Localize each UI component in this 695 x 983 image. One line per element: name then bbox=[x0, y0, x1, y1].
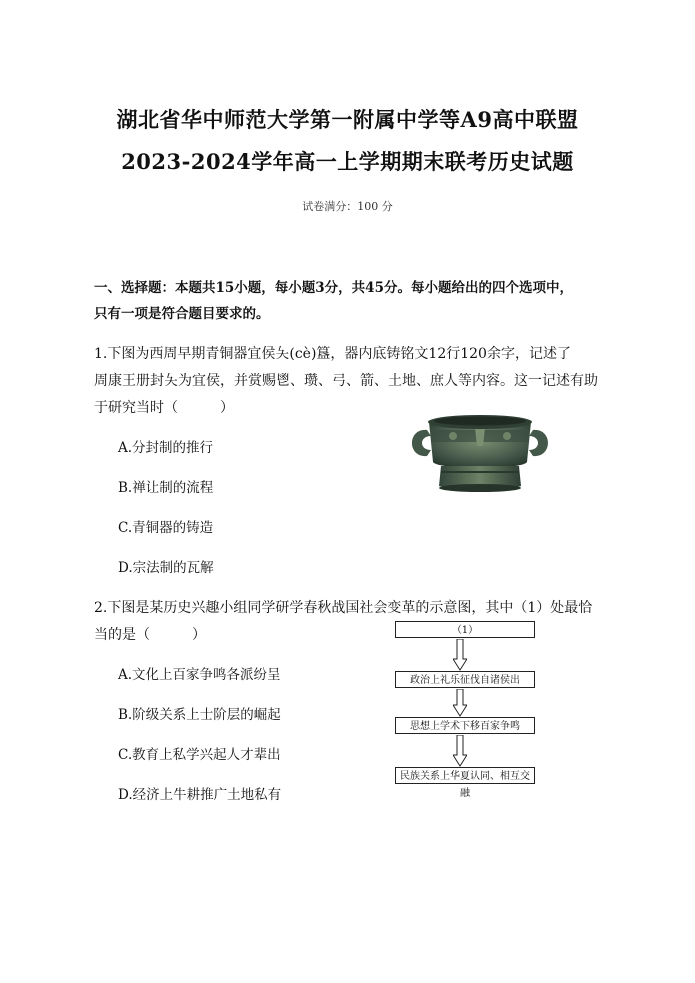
section-instruction-line-1: 一、选择题：本题共15小题，每小题3分，共45分。每小题给出的四个选项中， bbox=[94, 280, 573, 296]
flow-box-2: 政治上礼乐征伐自诸侯出 bbox=[395, 671, 535, 688]
q2-option-a: A.文化上百家争鸣各派纷呈 bbox=[118, 667, 281, 683]
q2-option-b: B.阶级关系上士阶层的崛起 bbox=[118, 707, 281, 723]
title-line-1: 湖北省华中师范大学第一附属中学等A9高中联盟 bbox=[116, 107, 579, 132]
q2-option-c: C.教育上私学兴起人才辈出 bbox=[118, 747, 281, 763]
q1-option-d: D.宗法制的瓦解 bbox=[118, 560, 214, 576]
q1-stem-line-1: 1.下图为西周早期青铜器宜侯夨(cè)簋，器内底铸铭文12行120余字，记述了 bbox=[94, 346, 571, 362]
down-arrow-icon bbox=[453, 689, 467, 717]
title-line-2: 2023-2024学年高一上学期期末联考历史试题 bbox=[121, 149, 574, 174]
q2-stem-line-1: 2.下图是某历史兴趣小组同学研学春秋战国社会变革的示意图，其中（1）处最恰 bbox=[94, 600, 593, 616]
q1-option-c: C.青铜器的铸造 bbox=[118, 520, 214, 536]
q2-option-d: D.经济上牛耕推广土地私有 bbox=[118, 787, 282, 803]
section-instruction-line-2: 只有一项是符合题目要求的。 bbox=[94, 306, 270, 322]
q1-option-b: B.禅让制的流程 bbox=[118, 480, 214, 496]
q1-option-a: A.分封制的推行 bbox=[118, 440, 214, 456]
flow-box-4: 民族关系上华夏认同、相互交融 bbox=[395, 767, 535, 784]
bronze-gui-vessel-image bbox=[405, 400, 555, 500]
q1-stem-line-3: 于研究当时（ ） bbox=[94, 400, 234, 416]
flow-box-1: （1） bbox=[395, 621, 535, 638]
flow-box-3: 思想上学术下移百家争鸣 bbox=[395, 717, 535, 734]
q2-stem-line-2: 当的是（ ） bbox=[94, 627, 206, 643]
full-score: 试卷满分：100 分 bbox=[302, 200, 393, 213]
q1-stem-line-2: 周康王册封夨为宜侯，并赏赐鬯、瓒、弓、箭、土地、庶人等内容。这一记述有助 bbox=[94, 373, 598, 389]
down-arrow-icon bbox=[453, 735, 467, 767]
down-arrow-icon bbox=[453, 639, 467, 671]
